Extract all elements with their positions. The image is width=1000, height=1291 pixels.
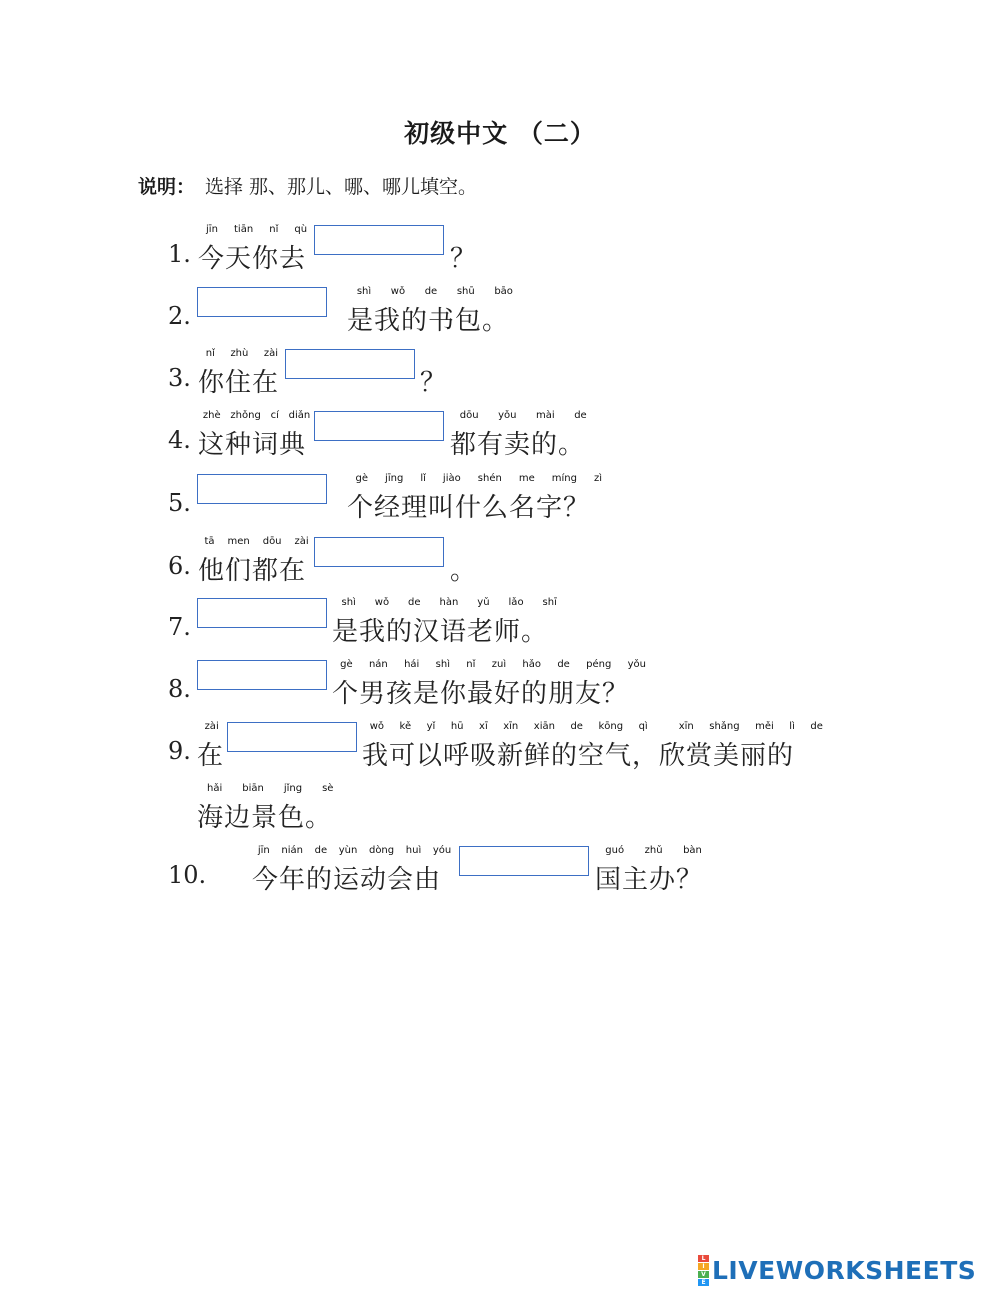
pinyin-syllable: yǔ xyxy=(477,597,490,608)
answer-input[interactable] xyxy=(315,412,443,440)
pinyin-syllable: zài xyxy=(294,536,309,547)
answer-input[interactable] xyxy=(315,226,443,254)
question-number: 6. xyxy=(168,552,191,580)
pinyin-syllable: bāo xyxy=(494,286,513,297)
pinyin-syllable: de xyxy=(570,721,583,732)
pinyin-syllable: de xyxy=(424,286,438,297)
pinyin-syllable: nián xyxy=(281,845,303,856)
pinyin-line xyxy=(362,721,831,732)
hanzi-text: 他们都在 xyxy=(198,556,307,586)
pinyin-syllable: zhǔ xyxy=(644,845,663,856)
pinyin-syllable: gè xyxy=(355,473,369,484)
pinyin-syllable: lǐ xyxy=(420,473,426,484)
pinyin-syllable: kě xyxy=(399,721,412,732)
pinyin-syllable: de xyxy=(314,845,328,856)
pinyin-syllable: men xyxy=(227,536,250,547)
question-row xyxy=(0,845,1000,905)
pinyin-syllable: měi xyxy=(755,721,774,732)
hanzi-text: ？ xyxy=(450,244,478,274)
pinyin-line xyxy=(332,597,566,608)
pinyin-syllable: de xyxy=(408,597,421,608)
pinyin-syllable: me xyxy=(518,473,535,484)
answer-box[interactable] xyxy=(459,846,589,876)
pinyin-syllable: dòng xyxy=(368,845,395,856)
hanzi-text: 都有卖的。 xyxy=(450,430,586,460)
logo-squares-icon xyxy=(698,1255,709,1286)
answer-box[interactable] xyxy=(314,225,444,255)
hanzi-text: 是我的汉语老师。 xyxy=(332,617,549,647)
pinyin-syllable: lì xyxy=(789,721,795,732)
question-row xyxy=(0,536,1000,596)
answer-box[interactable] xyxy=(285,349,415,379)
instruction-label: 说明： xyxy=(138,176,196,198)
pinyin-syllable: zhù xyxy=(230,348,249,359)
pinyin-syllable: jīng xyxy=(385,473,404,484)
pinyin-syllable: yǒu xyxy=(627,659,647,670)
hanzi-text: 你住在 xyxy=(198,368,280,398)
pinyin-syllable: jǐng xyxy=(283,783,303,794)
pinyin-syllable: nǐ xyxy=(466,659,476,670)
sentence-segment xyxy=(450,536,479,596)
hanzi-text: ？ xyxy=(420,368,448,398)
answer-box[interactable] xyxy=(197,660,327,690)
sentence-segment xyxy=(595,845,712,905)
sentence-segment xyxy=(450,224,479,284)
answer-input[interactable] xyxy=(286,350,414,378)
answer-input[interactable] xyxy=(198,288,326,316)
pinyin-syllable: hàn xyxy=(439,597,459,608)
hanzi-text: 今天你去 xyxy=(198,244,307,274)
sentence-segment xyxy=(362,721,831,781)
sentence-segment xyxy=(198,224,315,284)
answer-box[interactable] xyxy=(314,537,444,567)
pinyin-syllable: biān xyxy=(242,783,264,794)
pinyin-syllable: shī xyxy=(542,597,557,608)
pinyin-syllable: kōng xyxy=(598,721,624,732)
hanzi-text: 个男孩是你最好的朋友？ xyxy=(332,679,630,709)
pinyin-syllable: míng xyxy=(551,473,577,484)
pinyin-syllable: diǎn xyxy=(288,410,311,421)
logo-square: L xyxy=(698,1255,709,1262)
pinyin-syllable: yùn xyxy=(338,845,358,856)
pinyin-syllable: jiào xyxy=(442,473,461,484)
hanzi-text: 在 xyxy=(197,741,225,771)
pinyin-syllable: qì xyxy=(638,721,648,732)
pinyin-syllable: tiān xyxy=(234,224,254,235)
pinyin-syllable: wǒ xyxy=(369,721,385,732)
answer-input[interactable] xyxy=(460,847,588,875)
pinyin-syllable: shǎng xyxy=(709,721,740,732)
pinyin-syllable: guó xyxy=(605,845,625,856)
pinyin-syllable: xīn xyxy=(503,721,519,732)
pinyin-line xyxy=(347,286,523,297)
sentence-segment xyxy=(332,597,566,657)
question-row xyxy=(0,721,1000,781)
pinyin-line xyxy=(252,845,457,856)
answer-box[interactable] xyxy=(314,411,444,441)
pinyin-syllable: xī xyxy=(479,721,488,732)
sentence-segment xyxy=(332,659,654,719)
pinyin-syllable: zì xyxy=(594,473,603,484)
pinyin-syllable: de xyxy=(574,410,587,421)
sentence-segment xyxy=(197,783,344,843)
answer-box[interactable] xyxy=(197,474,327,504)
sentence-segment xyxy=(198,536,315,596)
pinyin-syllable: de xyxy=(810,721,823,732)
answer-box[interactable] xyxy=(227,722,357,752)
pinyin-syllable: shén xyxy=(477,473,502,484)
pinyin-syllable: zuì xyxy=(491,659,507,670)
question-number: 1. xyxy=(168,240,191,268)
answer-box[interactable] xyxy=(197,287,327,317)
pinyin-syllable: mài xyxy=(536,410,555,421)
question-row xyxy=(0,286,1000,346)
pinyin-syllable: xīn xyxy=(678,721,694,732)
page-title: 初级中文 （二） xyxy=(404,119,596,148)
liveworksheets-logo xyxy=(698,1255,976,1286)
pinyin-syllable: yóu xyxy=(432,845,452,856)
sentence-segment xyxy=(347,473,611,533)
question-number: 4. xyxy=(168,426,191,454)
pinyin-syllable: zhǒng xyxy=(230,410,261,421)
pinyin-syllable: wǒ xyxy=(374,597,390,608)
logo-text: LIVEWORKSHEETS xyxy=(712,1256,977,1285)
question-row xyxy=(0,473,1000,533)
question-row xyxy=(0,783,1000,843)
hanzi-text: 我可以呼吸新鲜的空气，欣赏美丽的 xyxy=(362,741,795,771)
question-row xyxy=(0,597,1000,657)
sentence-segment xyxy=(252,845,457,905)
sentence-segment xyxy=(198,410,315,470)
pinyin-syllable: xiān xyxy=(533,721,555,732)
pinyin-syllable: nǐ xyxy=(269,224,279,235)
hanzi-text: 国主办？ xyxy=(595,865,704,895)
logo-square: E xyxy=(698,1279,709,1286)
hanzi-text: 这种词典 xyxy=(198,430,307,460)
pinyin-syllable: cí xyxy=(270,410,279,421)
hanzi-text: 今年的运动会由 xyxy=(252,865,442,895)
pinyin-line xyxy=(198,410,315,421)
question-number: 8. xyxy=(168,675,191,703)
pinyin-syllable: qù xyxy=(294,224,308,235)
answer-input[interactable] xyxy=(228,723,356,751)
pinyin-syllable: de xyxy=(557,659,570,670)
instruction xyxy=(138,172,477,199)
answer-box[interactable] xyxy=(197,598,327,628)
answer-input[interactable] xyxy=(198,661,326,689)
pinyin-line xyxy=(197,721,226,732)
pinyin-syllable: wǒ xyxy=(390,286,406,297)
pinyin-syllable: tā xyxy=(204,536,215,547)
pinyin-syllable: gè xyxy=(340,659,353,670)
hanzi-text: 海边景色。 xyxy=(197,803,333,833)
instruction-text: 选择 那、那儿、哪、哪儿填空。 xyxy=(205,176,478,198)
pinyin-syllable: shì xyxy=(435,659,450,670)
question-row xyxy=(0,348,1000,408)
hanzi-text: 个经理叫什么名字？ xyxy=(347,493,591,523)
sentence-segment xyxy=(450,410,597,470)
pinyin-syllable: sè xyxy=(322,783,334,794)
pinyin-syllable: nǐ xyxy=(205,348,215,359)
pinyin-line xyxy=(198,224,315,235)
pinyin-line xyxy=(198,536,315,547)
pinyin-syllable: dōu xyxy=(459,410,479,421)
question-number: 5. xyxy=(168,489,191,517)
pinyin-line xyxy=(332,659,654,670)
pinyin-syllable: hái xyxy=(404,659,420,670)
pinyin-syllable: shì xyxy=(356,286,372,297)
pinyin-syllable: jīn xyxy=(257,845,270,856)
pinyin-line xyxy=(347,473,611,484)
pinyin-syllable: shì xyxy=(341,597,356,608)
question-number: 9. xyxy=(168,737,191,765)
pinyin-syllable: huì xyxy=(405,845,422,856)
pinyin-syllable: yǒu xyxy=(498,410,517,421)
pinyin-syllable: hū xyxy=(450,721,464,732)
pinyin-syllable: péng xyxy=(586,659,612,670)
logo-square: V xyxy=(698,1271,709,1278)
pinyin-syllable: zài xyxy=(204,721,219,732)
pinyin-line xyxy=(595,845,712,856)
question-row xyxy=(0,410,1000,470)
pinyin-syllable: hǎi xyxy=(207,783,223,794)
answer-input[interactable] xyxy=(198,599,326,627)
pinyin-line xyxy=(198,348,286,359)
sentence-segment xyxy=(347,286,523,346)
logo-square: I xyxy=(698,1263,709,1270)
question-row xyxy=(0,659,1000,719)
question-number: 10. xyxy=(168,861,207,889)
pinyin-syllable: jīn xyxy=(206,224,218,235)
question-number: 2. xyxy=(168,302,191,330)
pinyin-syllable: hǎo xyxy=(522,659,542,670)
pinyin-line xyxy=(450,410,597,421)
answer-input[interactable] xyxy=(198,475,326,503)
question-row xyxy=(0,224,1000,284)
sentence-segment xyxy=(198,348,286,408)
question-number: 3. xyxy=(168,364,191,392)
pinyin-syllable: nán xyxy=(368,659,388,670)
question-number: 7. xyxy=(168,613,191,641)
hanzi-text: 是我的书包。 xyxy=(347,306,510,336)
pinyin-syllable: bàn xyxy=(683,845,702,856)
pinyin-line xyxy=(197,783,344,794)
pinyin-syllable: dōu xyxy=(262,536,282,547)
pinyin-syllable: yǐ xyxy=(426,721,436,732)
pinyin-syllable: shū xyxy=(456,286,475,297)
answer-input[interactable] xyxy=(315,538,443,566)
sentence-segment xyxy=(197,721,226,781)
pinyin-syllable: lǎo xyxy=(508,597,524,608)
hanzi-text: 。 xyxy=(450,556,478,586)
pinyin-syllable: zhè xyxy=(202,410,221,421)
pinyin-syllable: zài xyxy=(263,348,279,359)
sentence-segment xyxy=(420,348,449,408)
